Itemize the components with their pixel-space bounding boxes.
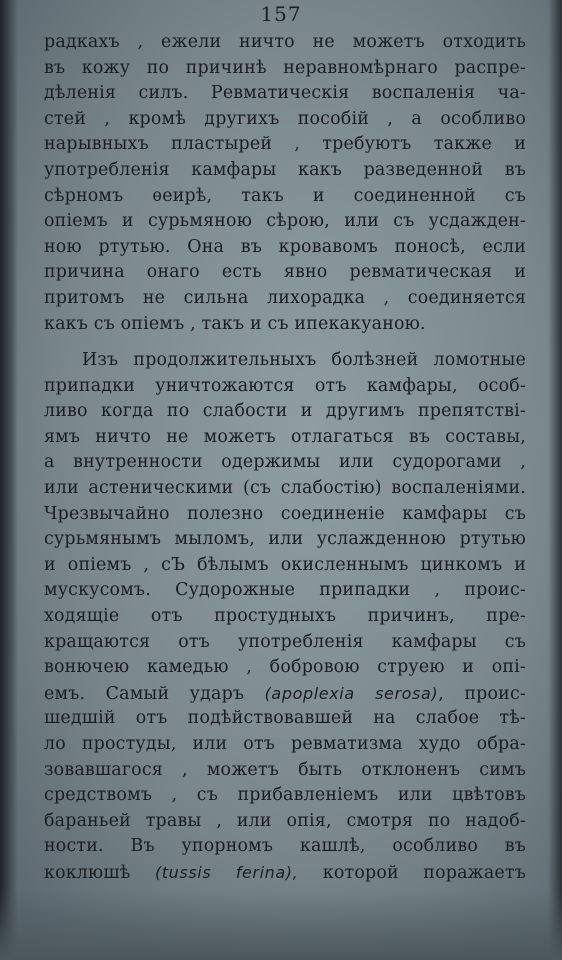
latin-term: (tussis ferina), bbox=[154, 862, 299, 882]
text-line: причина онаго есть явно ревматическая и bbox=[44, 262, 526, 283]
text-line: средствомъ , съ прибавленіемъ или цвѣтовъ bbox=[44, 785, 526, 806]
text-line-with-latin bbox=[44, 860, 526, 886]
latin-term: (apoplexia serosa) bbox=[264, 683, 439, 703]
text-line-with-latin bbox=[44, 681, 526, 707]
page-shadow-bottom bbox=[0, 890, 562, 960]
page-number: 157 bbox=[260, 2, 302, 26]
text-segment: емъ. Самый ударъ bbox=[44, 683, 265, 704]
text-segment: коклюшѣ bbox=[44, 862, 155, 883]
text-line: и опіемъ , сЪ бѣлымъ окисленнымъ цинкомъ и bbox=[44, 554, 526, 575]
text-line: мускусомъ. Судорожные припадки , проис- bbox=[44, 580, 526, 601]
text-line: сурьмянымъ мыломъ, или услажденною ртутью bbox=[44, 529, 526, 550]
text-line: ямъ ничто не можетъ отлагаться въ составы, bbox=[44, 426, 526, 447]
text-line: притомъ не сильна лихорадка , соединяется bbox=[44, 287, 526, 308]
text-line: сѣрномъ ѳеирѣ, такъ и соединенной съ bbox=[44, 185, 526, 206]
text-line: припадки уничтожаются отъ камфары, особ- bbox=[44, 375, 526, 396]
paragraph-2 bbox=[44, 348, 526, 885]
text-line: Изъ продолжительныхъ болѣзней ломотные bbox=[82, 350, 526, 370]
text-segment: которой поражаетъ bbox=[298, 862, 526, 883]
text-line: ло простуды, или отъ ревматизма худо обра- bbox=[44, 733, 526, 754]
text-line: ливо когда по слабости и другимъ препятствi- bbox=[44, 401, 526, 422]
text-line: какъ съ опіемъ , такъ и съ ипекакуаною. bbox=[44, 313, 426, 334]
text-line: ною ртутью. Она въ кровавомъ поносѣ, если bbox=[44, 236, 526, 257]
paragraph-1 bbox=[44, 30, 526, 337]
text-line: нарывныхъ пластырей , требуютъ также и bbox=[44, 134, 526, 155]
page-shadow-right bbox=[548, 0, 562, 960]
text-line: бараньей травы , или опія, смотря по надоб- bbox=[44, 810, 526, 831]
text-line: ходящіе отъ простудныхъ причинъ, пре- bbox=[44, 605, 526, 626]
text-line: а внутренности одержимы или судорогами , bbox=[44, 452, 526, 473]
text-line: шедшій отъ подѣйствовавшей на слабое тѣ- bbox=[44, 708, 526, 729]
text-line: кращаются отъ употребленія камфары съ bbox=[44, 631, 526, 652]
text-segment: , проис- bbox=[438, 683, 526, 704]
text-line: ности. Въ упорномъ кашлѣ, особливо въ bbox=[44, 836, 526, 857]
text-line: вонючею камедью , бобровою струею и опі- bbox=[44, 657, 526, 678]
text-line: радкахъ , ежели ничто не можетъ отходить bbox=[44, 32, 526, 52]
text-line: стей , кромѣ другихъ пособій , а особливо bbox=[44, 108, 526, 129]
text-line: зовавшагося , можетъ быть отклоненъ симъ bbox=[44, 759, 526, 780]
text-line: или астеническими (съ слабостію) воспаленіями. bbox=[44, 477, 526, 498]
page-shadow-left bbox=[0, 0, 18, 960]
text-line: опіемъ и сурьмяною сѣрою, или съ усдажден- bbox=[44, 211, 526, 232]
text-line: дѣленія силъ. Ревматическія воспаленія ча- bbox=[44, 83, 526, 104]
text-line: Чрезвычайно полезно соединеніе камфары съ bbox=[44, 503, 526, 524]
text-line: употребленія камфары какъ разведенной въ bbox=[44, 159, 526, 180]
text-line: въ кожу по причинѣ неравномѣрнаго распре- bbox=[44, 57, 526, 78]
